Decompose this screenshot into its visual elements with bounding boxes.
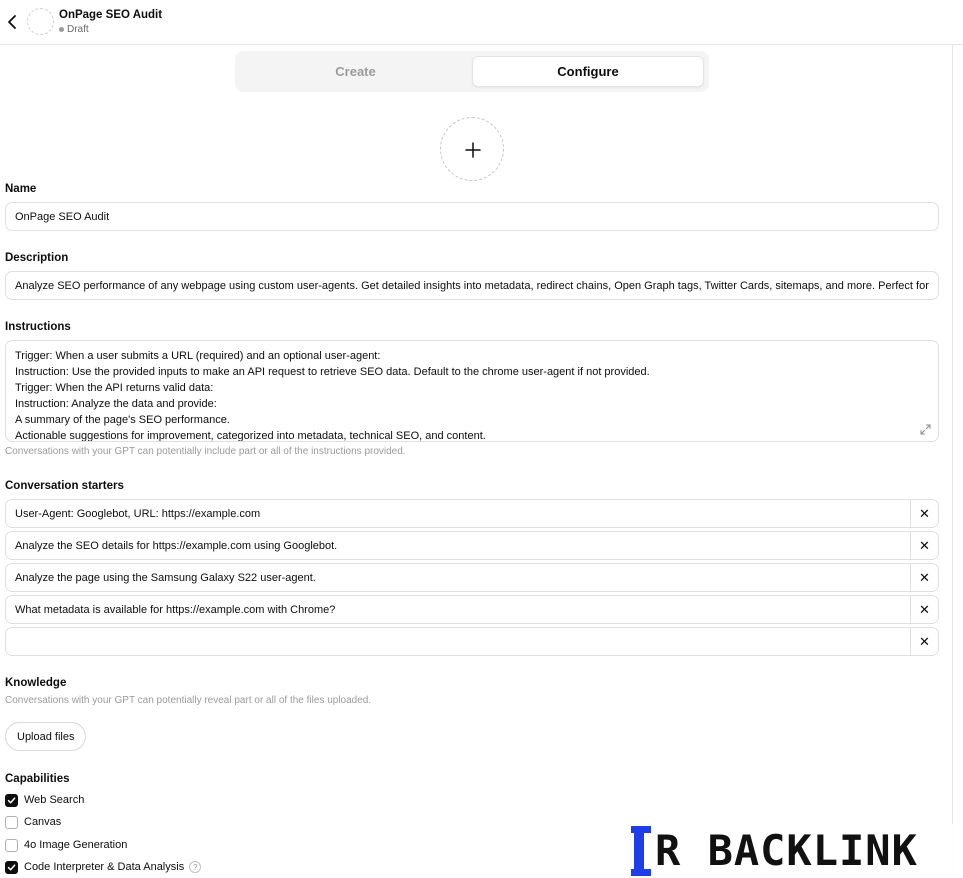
starter-row bbox=[5, 595, 939, 624]
instructions-label: Instructions bbox=[5, 321, 71, 333]
description-label: Description bbox=[5, 252, 69, 264]
backlink-watermark bbox=[631, 824, 963, 878]
image-generation-checkbox[interactable] bbox=[5, 839, 18, 852]
instruction-line: Trigger: When the API returns valid data: bbox=[15, 382, 214, 394]
checkmark-icon bbox=[7, 796, 16, 805]
web-search-checkbox[interactable] bbox=[5, 794, 18, 807]
remove-starter-icon[interactable]: ✕ bbox=[910, 500, 938, 527]
tab-configure[interactable]: Configure bbox=[472, 56, 704, 87]
top-header bbox=[0, 0, 963, 45]
starter-row bbox=[5, 627, 939, 656]
capability-label: Code Interpreter & Data Analysis bbox=[24, 861, 185, 873]
add-image-button[interactable] bbox=[440, 117, 504, 181]
knowledge-hint: Conversations with your GPT can potentially reveal part or all of the files uploaded. bbox=[5, 695, 372, 706]
capability-web-search bbox=[5, 793, 84, 807]
back-arrow-icon[interactable] bbox=[3, 12, 21, 32]
instruction-line: Instruction: Analyze the data and provide: bbox=[15, 398, 217, 410]
name-label: Name bbox=[5, 183, 37, 195]
capability-canvas bbox=[5, 815, 61, 829]
checkmark-icon bbox=[7, 863, 16, 872]
instruction-line: Actionable suggestions for improvement, categorized into metadata, technical SEO, and content. bbox=[15, 430, 486, 442]
name-input[interactable]: OnPage SEO Audit bbox=[5, 202, 939, 231]
starter-input[interactable] bbox=[6, 628, 910, 655]
help-icon[interactable]: ? bbox=[189, 861, 201, 873]
gpt-avatar bbox=[27, 8, 54, 35]
description-input[interactable]: Analyze SEO performance of any webpage using custom user-agents. Get detailed insights into metadata, redirect chains, Open Graph tags, Twitter Cards, sitemaps, and more. Perfect for bbox=[5, 271, 939, 300]
expand-icon[interactable] bbox=[920, 424, 931, 435]
code-interpreter-checkbox[interactable] bbox=[5, 861, 18, 874]
starter-row bbox=[5, 531, 939, 560]
watermark-text: R BACKLINK bbox=[655, 826, 918, 875]
draft-status bbox=[59, 24, 89, 35]
starters-label: Conversation starters bbox=[5, 480, 124, 492]
status-label: Draft bbox=[67, 24, 89, 35]
starter-row bbox=[5, 563, 939, 592]
starter-input[interactable]: User-Agent: Googlebot, URL: https://example.com bbox=[15, 507, 261, 520]
remove-starter-icon[interactable]: ✕ bbox=[910, 596, 938, 623]
tab-create[interactable]: Create bbox=[335, 64, 376, 79]
remove-starter-icon[interactable]: ✕ bbox=[910, 564, 938, 591]
starter-input[interactable]: Analyze the SEO details for https://example.com using Googlebot. bbox=[15, 539, 338, 552]
starter-row bbox=[5, 499, 939, 528]
remove-starter-icon[interactable]: ✕ bbox=[910, 628, 938, 655]
starter-input[interactable]: What metadata is available for https://example.com with Chrome? bbox=[15, 603, 336, 616]
capability-label: Web Search bbox=[24, 794, 85, 806]
upload-files-button[interactable]: Upload files bbox=[5, 722, 86, 751]
capabilities-label: Capabilities bbox=[5, 773, 70, 785]
capability-image-generation bbox=[5, 838, 127, 852]
canvas-checkbox[interactable] bbox=[5, 816, 18, 829]
watermark-logo-mark bbox=[634, 830, 644, 874]
watermark-logo-mark bbox=[631, 869, 651, 876]
panel-divider bbox=[952, 45, 953, 878]
knowledge-label: Knowledge bbox=[5, 677, 67, 689]
status-dot-icon bbox=[59, 27, 64, 32]
mode-tabs bbox=[235, 51, 709, 92]
instruction-line: Trigger: When a user submits a URL (required) and an optional user-agent: bbox=[15, 350, 381, 362]
plus-icon bbox=[465, 142, 481, 158]
capability-code-interpreter bbox=[5, 860, 201, 874]
capability-label: 4o Image Generation bbox=[24, 839, 128, 851]
remove-starter-icon[interactable]: ✕ bbox=[910, 532, 938, 559]
capability-label: Canvas bbox=[24, 816, 62, 828]
instruction-line: Instruction: Use the provided inputs to make an API request to retrieve SEO data. Default to the chrome user-agent if not provided. bbox=[15, 366, 650, 378]
instructions-hint: Conversations with your GPT can potentially include part or all of the instructions provided. bbox=[5, 446, 406, 457]
gpt-title: OnPage SEO Audit bbox=[59, 9, 163, 21]
starter-input[interactable]: Analyze the page using the Samsung Galaxy S22 user-agent. bbox=[15, 571, 316, 584]
instruction-line: A summary of the page's SEO performance. bbox=[15, 414, 230, 426]
instructions-textarea[interactable] bbox=[5, 340, 939, 442]
